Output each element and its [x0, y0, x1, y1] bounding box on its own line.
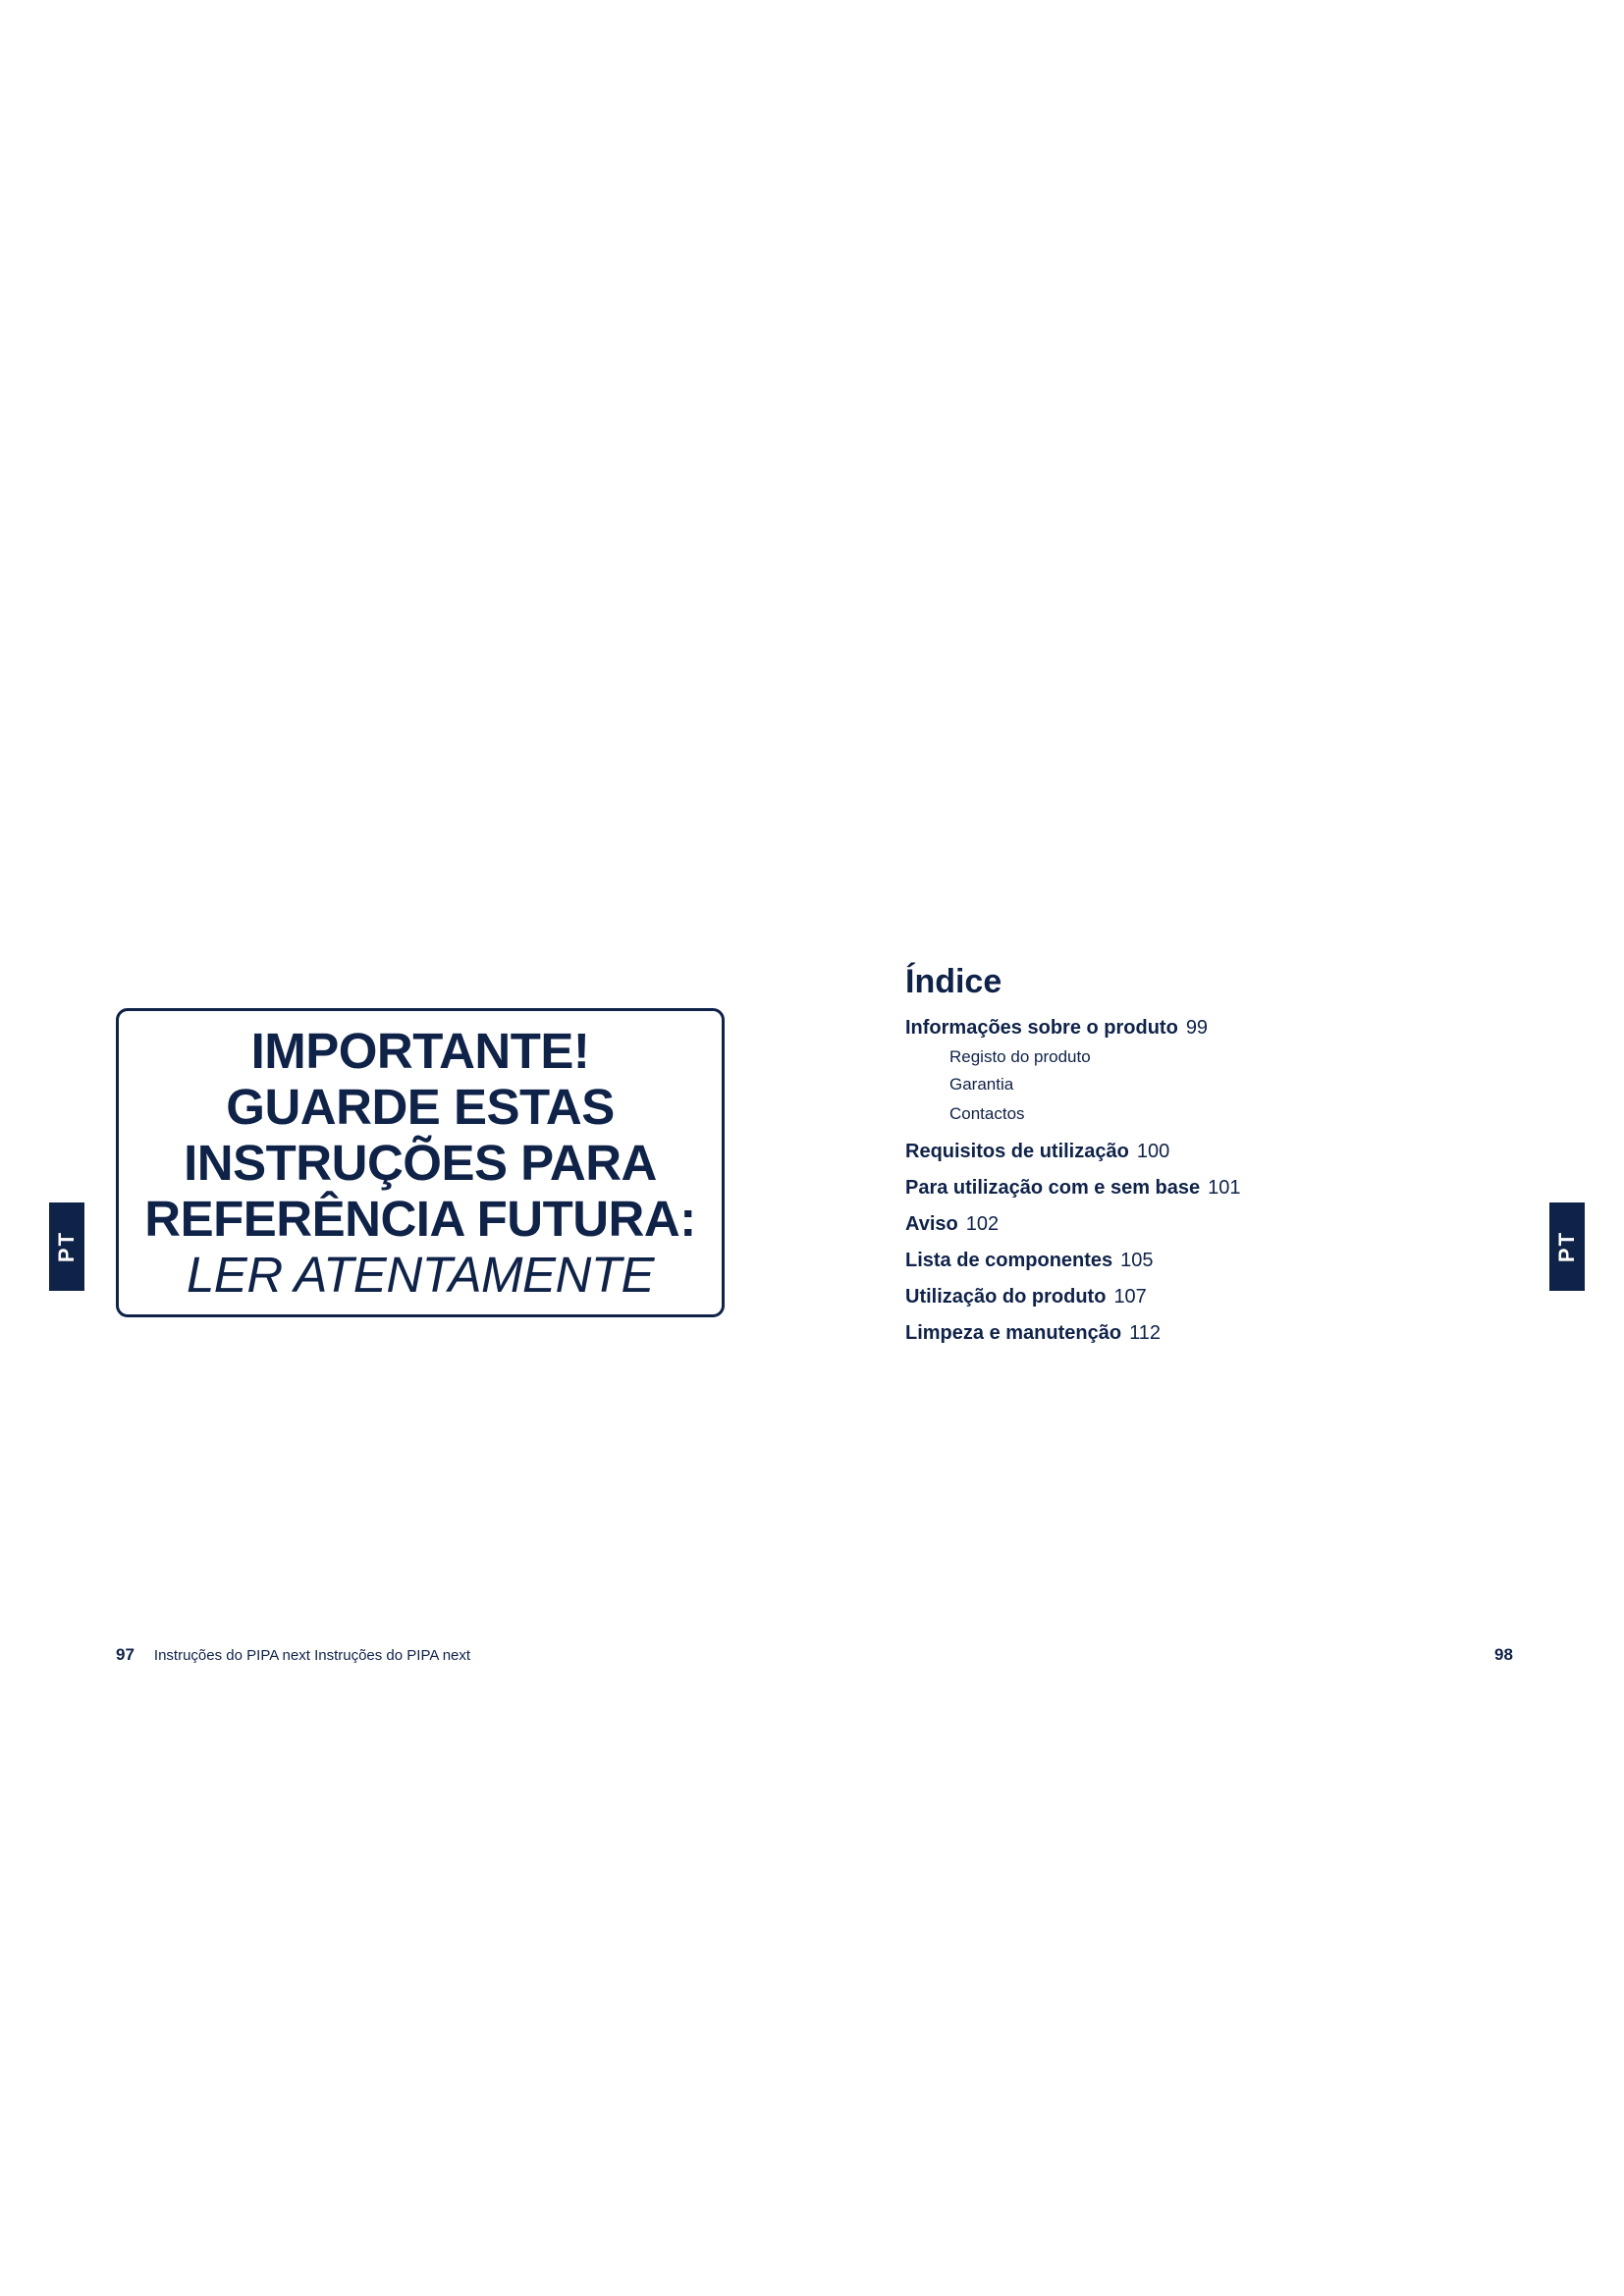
toc-item-page: 101	[1208, 1177, 1241, 1199]
toc-item-page: 105	[1120, 1250, 1154, 1271]
notice-line: INSTRUÇÕES PARA	[184, 1135, 657, 1191]
toc-item[interactable]	[905, 1320, 1455, 1346]
toc-item[interactable]	[905, 1175, 1455, 1201]
notice-line: REFERÊNCIA FUTURA:	[144, 1191, 696, 1247]
toc-item-page: 112	[1129, 1322, 1161, 1344]
toc-item-label: Limpeza e manutenção	[905, 1322, 1122, 1344]
toc-item-label: Informações sobre o produto	[905, 1017, 1178, 1039]
toc-title: Índice	[905, 963, 1002, 1000]
toc-item-label: Lista de componentes	[905, 1250, 1113, 1271]
language-tab-right	[1549, 1202, 1585, 1291]
toc-item[interactable]	[905, 1139, 1455, 1164]
page-number-right: 98	[1494, 1645, 1513, 1664]
toc-subitem[interactable]: Garantia	[949, 1075, 1014, 1094]
notice-line: GUARDE ESTAS	[226, 1079, 615, 1135]
toc-item[interactable]	[905, 1211, 1455, 1237]
footer-right	[1494, 1644, 1513, 1667]
toc-item-label: Para utilização com e sem base	[905, 1177, 1201, 1199]
table-of-contents	[905, 960, 1455, 1346]
language-tab-right-label: PT	[1554, 1230, 1579, 1263]
toc-item-label: Aviso	[905, 1213, 958, 1235]
toc-item-page: 100	[1136, 1141, 1170, 1162]
footer-left	[116, 1644, 470, 1667]
toc-item-page: 99	[1185, 1017, 1209, 1039]
toc-item-label: Requisitos de utilização	[905, 1141, 1129, 1162]
toc-item-page: 102	[965, 1213, 1000, 1235]
footer-text: Instruções do PIPA next Instruções do PIPA next	[153, 1647, 471, 1664]
toc-item-label: Utilização do produto	[905, 1286, 1107, 1308]
language-tab-left	[49, 1202, 84, 1291]
notice-line: IMPORTANTE!	[250, 1023, 590, 1079]
toc-item[interactable]	[905, 1015, 1455, 1041]
page-number-left: 97	[116, 1645, 135, 1664]
toc-subitem[interactable]: Registo do produto	[949, 1047, 1091, 1066]
language-tab-left-label: PT	[54, 1230, 79, 1263]
important-notice-box	[116, 1008, 725, 1317]
toc-item[interactable]	[905, 1248, 1455, 1273]
notice-emphasis: LER ATENTAMENTE	[186, 1247, 655, 1303]
toc-subitem[interactable]: Contactos	[949, 1104, 1025, 1123]
toc-item-page: 107	[1113, 1286, 1147, 1308]
toc-item[interactable]	[905, 1284, 1455, 1309]
